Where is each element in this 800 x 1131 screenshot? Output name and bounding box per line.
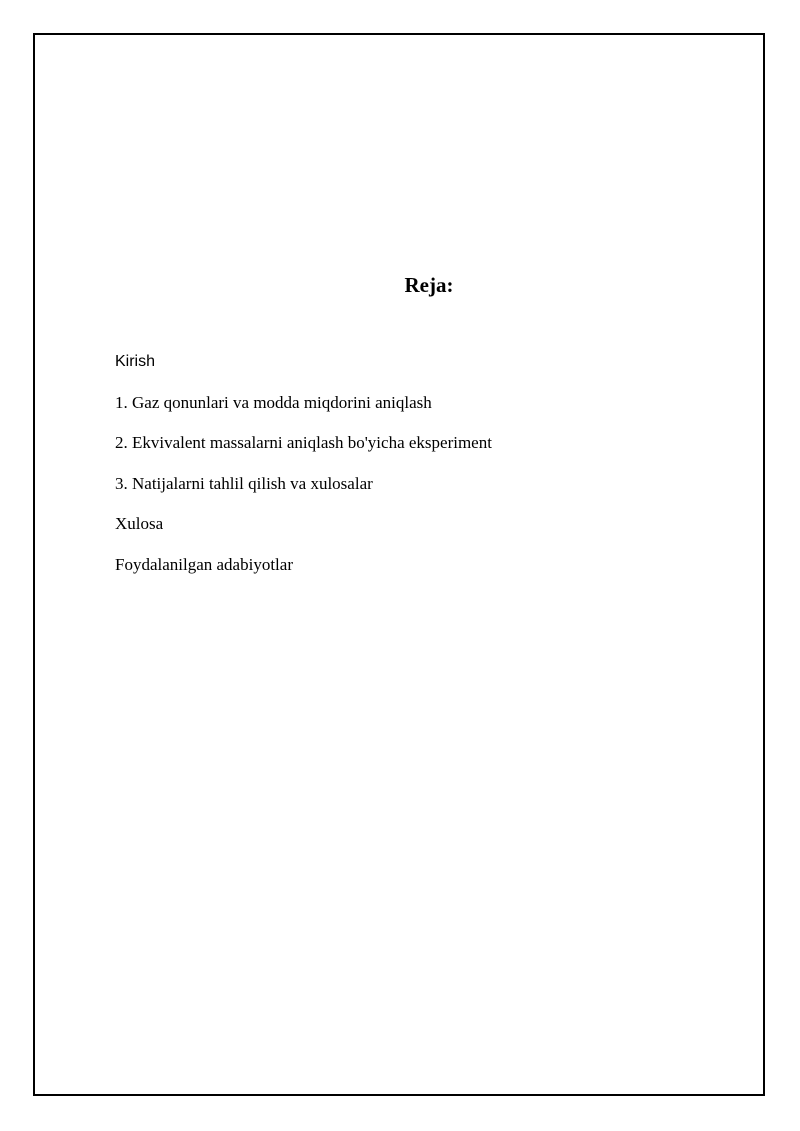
page-title: Reja: [404, 273, 454, 297]
toc-item-1: 1. Gaz qonunlari va modda miqdorini aniqlash [115, 392, 432, 412]
toc-item-references: Foydalanilgan adabiyotlar [115, 554, 293, 574]
toc-item-3: 3. Natijalarni tahlil qilish va xulosalar [115, 473, 373, 493]
toc-item-conclusion: Xulosa [115, 514, 164, 534]
toc-item-introduction: Kirish [115, 353, 156, 370]
toc-item-2: 2. Ekvivalent massalarni aniqlash bo'yicha eksperiment [115, 433, 492, 453]
table-of-contents [115, 350, 492, 594]
